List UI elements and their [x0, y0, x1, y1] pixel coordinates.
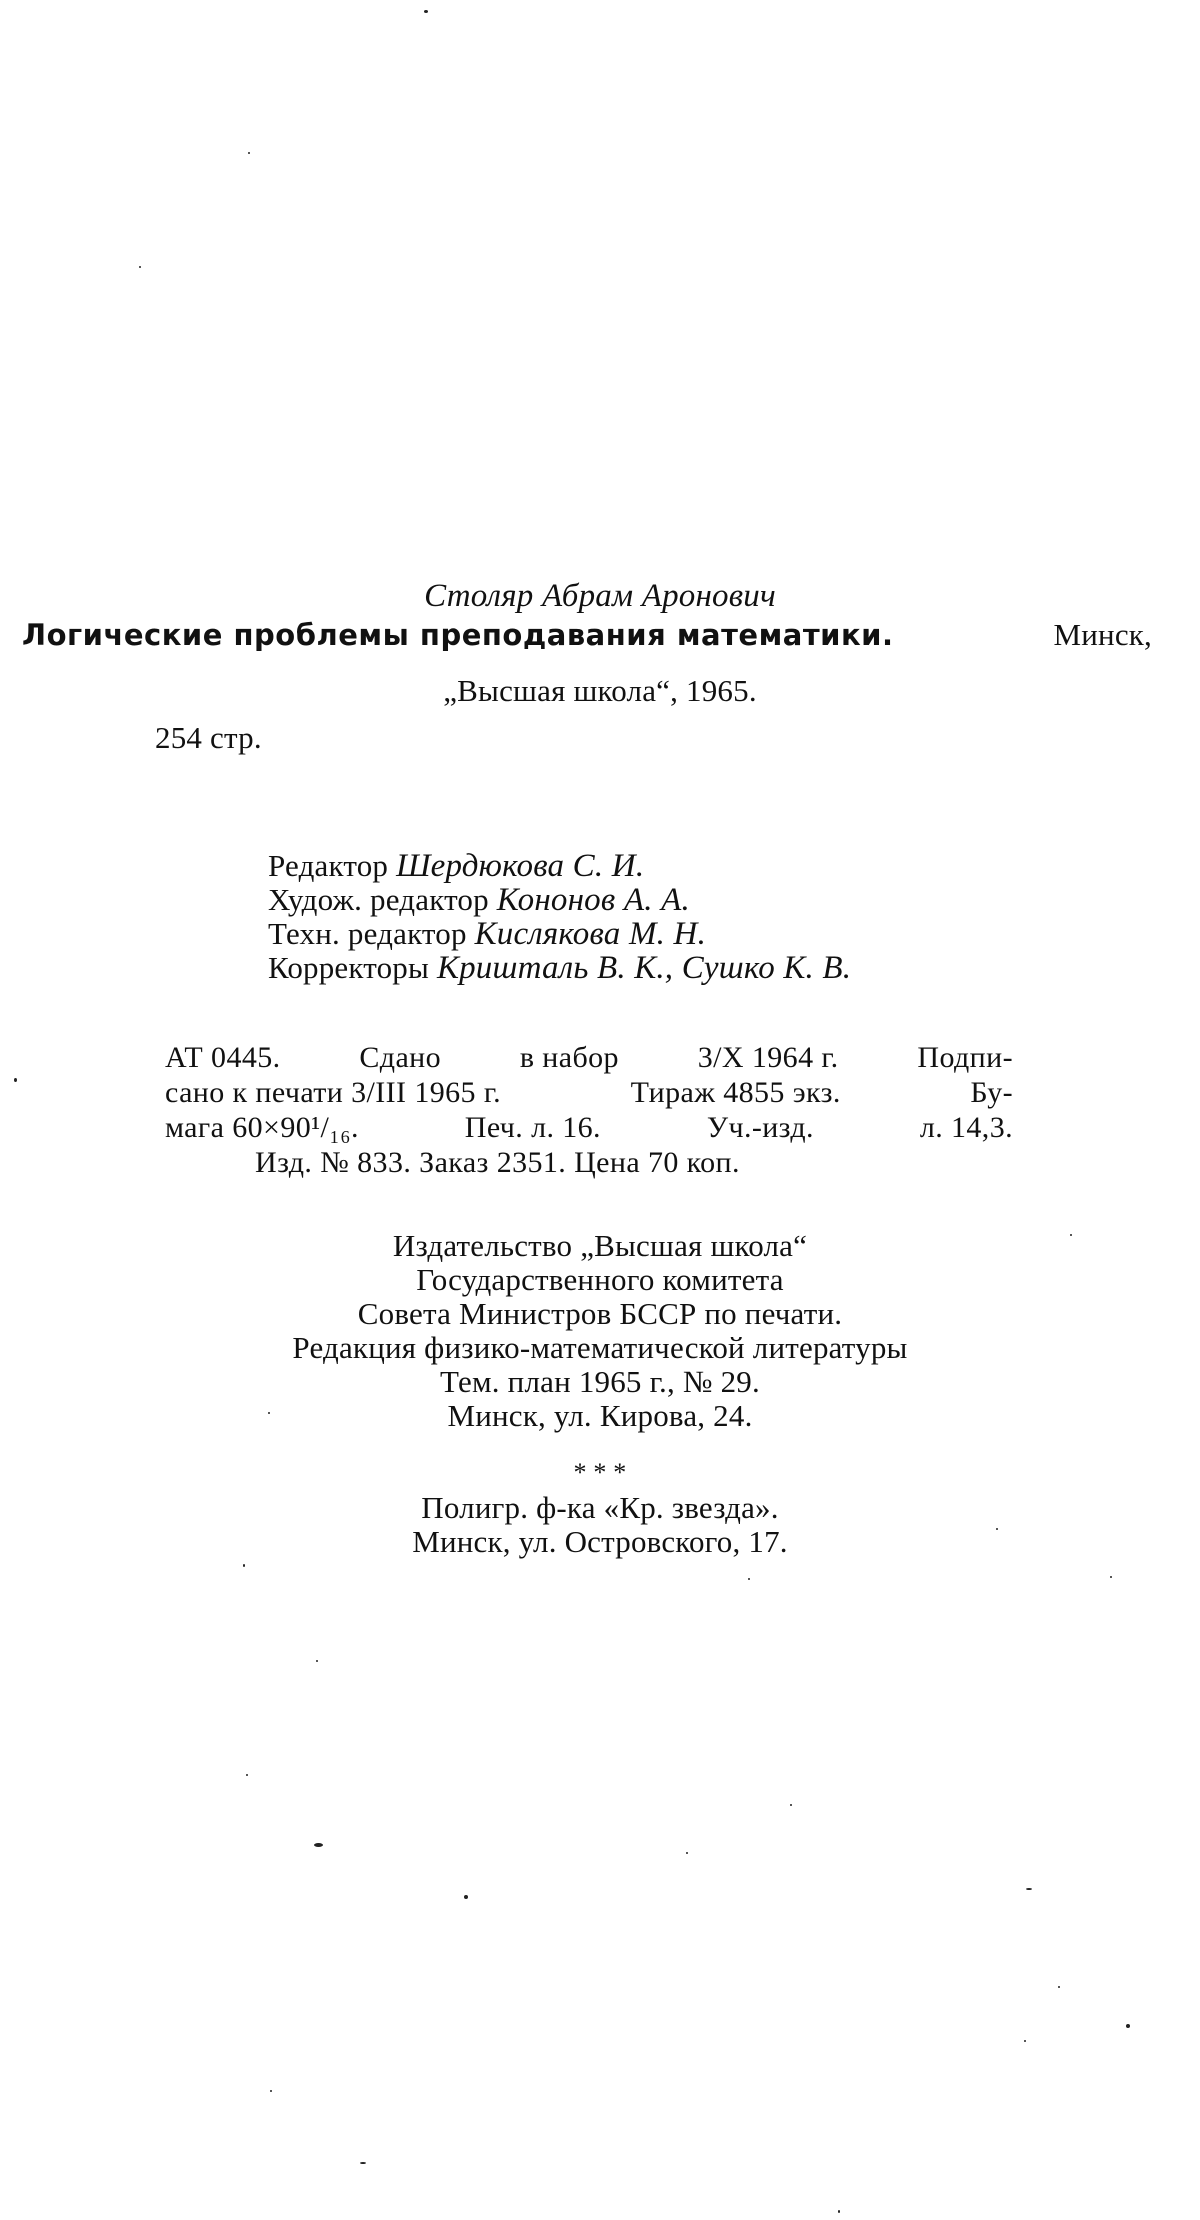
colophon-council: Совета Министров БССР по печати.: [357, 1296, 843, 1331]
imprint-part: Уч.-изд.: [706, 1111, 814, 1144]
scan-speck: [1110, 1576, 1112, 1578]
scan-speck: [790, 1804, 792, 1806]
staff-name: Кононов А. А.: [496, 882, 690, 918]
scan-speck: [748, 1578, 750, 1580]
scan-speck: [1026, 1888, 1032, 1890]
scan-speck: [1070, 1234, 1072, 1236]
scan-speck: [139, 266, 141, 268]
imprint-part: Подпи-: [917, 1041, 1013, 1074]
staff-name: Кислякова М. Н.: [474, 916, 707, 952]
staff-role: Редактор: [268, 848, 389, 883]
staff-role: Техн. редактор: [268, 916, 467, 951]
scan-speck: [1058, 1986, 1060, 1988]
colophon-address: Минск, ул. Кирова, 24.: [447, 1398, 753, 1433]
scan-speck: [424, 10, 428, 13]
staff-art-editor: [268, 882, 690, 918]
colophon-plan: Тем. план 1965 г., № 29.: [440, 1364, 760, 1399]
imprint-part: Сдано: [359, 1041, 442, 1074]
imprint-part: мага 60×90¹/₁₆.: [165, 1111, 359, 1144]
scan-speck: [464, 1895, 468, 1899]
printer-address: Минск, ул. Островского, 17.: [412, 1524, 788, 1559]
scan-speck: [268, 1412, 270, 1414]
printer-name: Полигр. ф-ка «Кр. звезда».: [421, 1490, 779, 1525]
scan-speck: [686, 1852, 688, 1854]
imprint-line-4: Изд. № 833. Заказ 2351. Цена 70 коп.: [255, 1146, 740, 1179]
imprint-line-1: [165, 1040, 1013, 1076]
colophon-publisher: Издательство „Высшая школа“: [392, 1228, 808, 1263]
scan-speck: [314, 1843, 323, 1847]
publisher-year: „Высшая школа“, 1965.: [443, 673, 757, 708]
scan-speck: [838, 2210, 840, 2213]
scan-speck: [248, 152, 250, 154]
staff-role: Корректоры: [268, 950, 430, 985]
book-title-line: [22, 617, 1152, 653]
staff-name: Кришталь В. К., Сушко К. В.: [436, 950, 852, 986]
imprint-part: в набор: [519, 1041, 619, 1074]
scan-speck: [1126, 2024, 1130, 2028]
staff-name: Шердюкова С. И.: [396, 848, 645, 884]
page-count: 254 стр.: [155, 720, 262, 755]
publication-city: Минск,: [1053, 617, 1152, 652]
imprint-part: л. 14,3.: [919, 1111, 1013, 1144]
imprint-part: Тираж 4855 экз.: [630, 1076, 841, 1109]
imprint-part: Печ. л. 16.: [464, 1111, 601, 1144]
staff-proofreaders: [268, 950, 851, 986]
scan-speck: [1024, 2040, 1026, 2042]
scan-speck: [996, 1528, 998, 1530]
colophon-committee: Государственного комитета: [416, 1262, 784, 1297]
scan-speck: [243, 1564, 245, 1567]
imprint-line-3: [165, 1110, 1013, 1146]
imprint-line-2: [165, 1075, 1013, 1111]
scan-speck: [14, 1078, 17, 1082]
staff-editor: [268, 848, 644, 884]
scan-speck: [246, 1774, 248, 1776]
imprint-part: сано к печати 3/III 1965 г.: [165, 1076, 502, 1109]
separator-stars: * * *: [573, 1458, 627, 1487]
imprint-part: АТ 0445.: [165, 1041, 281, 1074]
book-title: Логические проблемы преподавания математики.: [22, 618, 894, 652]
staff-tech-editor: [268, 916, 706, 952]
staff-role: Худож. редактор: [268, 882, 489, 917]
scan-speck: [270, 2090, 272, 2092]
imprint-part: Бу-: [970, 1076, 1013, 1109]
colophon-editorial-office: Редакция физико-математической литературы: [292, 1330, 908, 1365]
imprint-part: 3/X 1964 г.: [697, 1041, 839, 1074]
author-name: Столяр Абрам Аронович: [424, 578, 776, 614]
scan-speck: [360, 2162, 366, 2164]
scan-speck: [316, 1660, 318, 1662]
